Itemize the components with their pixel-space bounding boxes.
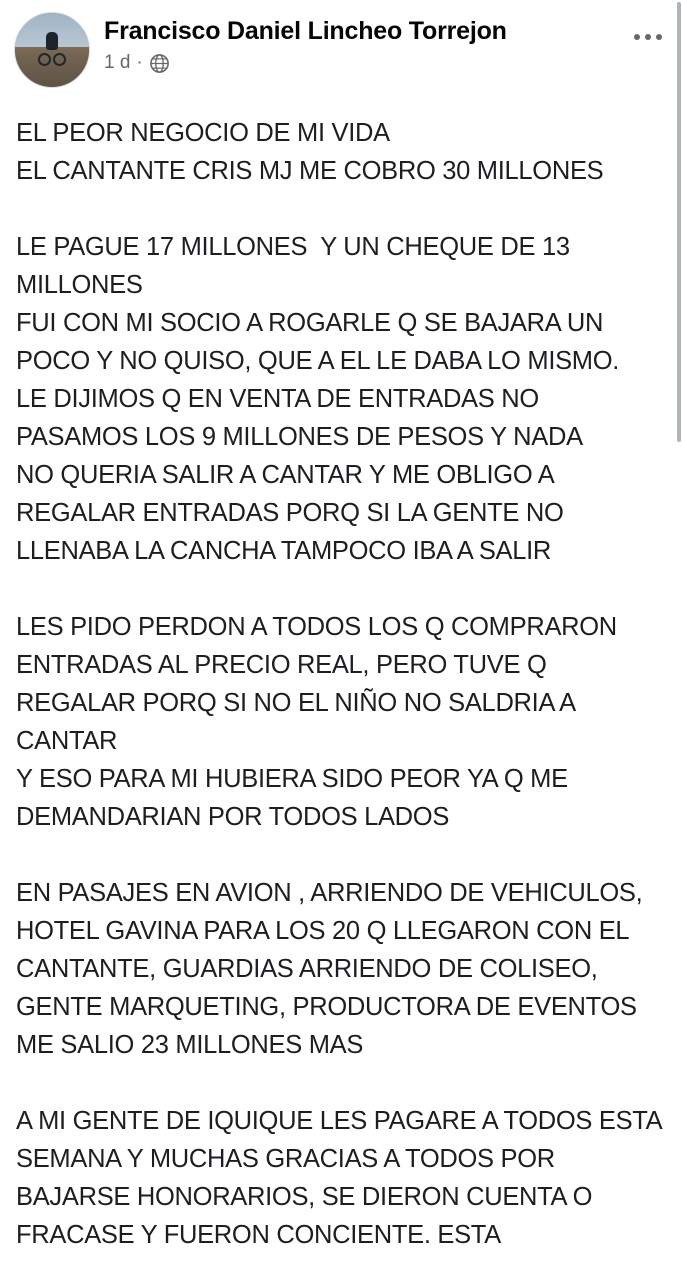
avatar-cyclist-figure [39, 32, 65, 66]
post-header [0, 0, 682, 92]
post-paragraph: A MI GENTE DE IQUIQUE LES PAGARE A TODOS ESTA SEMANA Y MUCHAS GRACIAS A TODOS POR BAJARSE HONORARIOS, SE DIERON CUENTA O FRACASE Y FUERON CONCIENTE. ESTA [16, 1107, 668, 1249]
meta-separator: · [136, 52, 143, 73]
globe-icon[interactable] [149, 53, 170, 74]
post-paragraph: Y ESO PARA MI HUBIERA SIDO PEOR YA Q ME DEMANDARIAN POR TODOS LADOS [16, 765, 575, 831]
post-meta-row [104, 52, 628, 74]
post-paragraph-blank [16, 570, 666, 608]
scrollbar[interactable] [677, 0, 682, 1280]
post-body [0, 92, 682, 1254]
more-options-icon[interactable] [628, 12, 668, 54]
post-paragraph: ME SALIO 23 MILLONES MAS [16, 1031, 364, 1059]
more-options-dots [634, 34, 662, 40]
dot-2 [645, 34, 651, 40]
post-paragraph: NO QUERIA SALIR A CANTAR Y ME OBLIGO A REGALAR ENTRADAS PORQ SI LA GENTE NO LLENABA LA CANCHA TAMPOCO IBA A SALIR [16, 461, 571, 565]
dot-3 [656, 34, 662, 40]
avatar-rider-body [46, 32, 58, 50]
avatar-wheel-left [38, 53, 51, 66]
post-paragraph: FUI CON MI SOCIO A ROGARLE Q SE BAJARA UN POCO Y NO QUISO, QUE A EL LE DABA LO MISMO. [16, 309, 620, 375]
post-paragraph-blank [16, 1064, 666, 1102]
post-paragraph: EL PEOR NEGOCIO DE MI VIDA [16, 119, 390, 147]
post-timestamp[interactable]: 1 d [104, 52, 131, 73]
post-paragraph-blank [16, 190, 666, 228]
post-paragraph: EN PASAJES EN AVION , ARRIENDO DE VEHICULOS, HOTEL GAVINA PARA LOS 20 Q LLEGARON CON EL CANTANTE, GUARDIAS ARRIENDO DE COLISEO, GENTE MARQUETING, PRODUCTORA DE EVENTOS [16, 879, 650, 1021]
post-paragraph-blank [16, 836, 666, 874]
post-header-text [90, 12, 628, 74]
post-paragraph: LE PAGUE 17 MILLONES Y UN CHEQUE DE 13 MILLONES [16, 233, 577, 299]
avatar-cyclist-photo[interactable] [14, 12, 90, 88]
dot-1 [634, 34, 640, 40]
avatar-wheel-right [53, 53, 66, 66]
post-paragraph: EL CANTANTE CRIS MJ ME COBRO 30 MILLONES [16, 157, 604, 185]
post-author-name[interactable]: Francisco Daniel Lincheo Torrejon [104, 17, 507, 45]
scrollbar-thumb[interactable] [677, 2, 681, 442]
post-paragraph: LES PIDO PERDON A TODOS LOS Q COMPRARON ENTRADAS AL PRECIO REAL, PERO TUVE Q REGALAR PORQ SI NO EL NIÑO NO SALDRIA A CANTAR [16, 613, 624, 755]
post-paragraph: LE DIJIMOS Q EN VENTA DE ENTRADAS NO PASAMOS LOS 9 MILLONES DE PESOS Y NADA [16, 385, 583, 451]
